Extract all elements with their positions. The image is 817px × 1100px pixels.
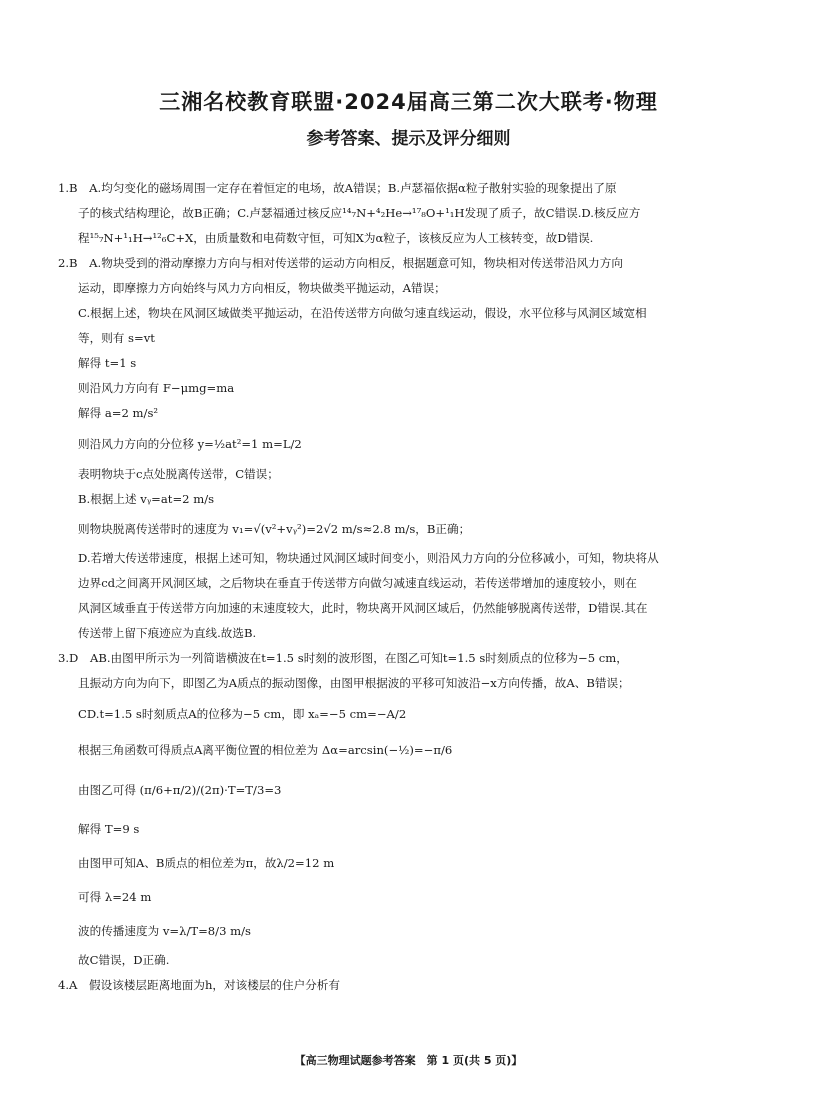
- text-line: 边界cd之间离开风洞区域，之后物块在垂直于传送带方向做匀减速直线运动，若传送带增加的速度较小，则在: [78, 576, 637, 590]
- answer-body: [58, 176, 758, 998]
- page-subtitle: 参考答案、提示及评分细则: [306, 129, 511, 149]
- page-title: 三湘名校教育联盟·2024届高三第二次大联考·物理: [159, 90, 658, 114]
- text-line: 可得 λ=24 m: [78, 890, 152, 904]
- text-line: 等，则有 s=vt: [78, 331, 155, 345]
- text-line: 故C错误，D正确.: [78, 953, 170, 967]
- text-line: 则沿风力方向的分位移 y=½at²=1 m=L/2: [78, 437, 302, 451]
- text-line: 则物块脱离传送带时的速度为 v₁=√(v²+vᵧ²)=2√2 m/s≈2.8 m/s，B正确；: [78, 522, 471, 536]
- page-footer: 【高三物理试题参考答案 第 1 页(共 5 页)】: [294, 1054, 523, 1067]
- text-line: 子的核式结构理论，故B正确；C.卢瑟福通过核反应¹⁴₇N+⁴₂He→¹⁷₈O+¹₁H发现了质子，故C错误.D.核反应方: [78, 206, 641, 220]
- text-line: 且振动方向为向下，即图乙为A质点的振动图像，由图甲根据波的平移可知波沿−x方向传播，故A、B错误；: [78, 676, 630, 690]
- text-line: 解得 t=1 s: [78, 356, 137, 370]
- text-line: 则沿风力方向有 F−μmg=ma: [78, 381, 235, 395]
- text-line: CD.t=1.5 s时刻质点A的位移为−5 cm，即 xₐ=−5 cm=−A/2: [78, 707, 407, 721]
- text-line: 1.B A.均匀变化的磁场周围一定存在着恒定的电场，故A错误；B.卢瑟福依据α粒子散射实验的现象提出了原: [58, 181, 617, 195]
- text-line: 解得 T=9 s: [78, 822, 140, 836]
- text-line: 3.D AB.由图甲所示为一列简谐横波在t=1.5 s时刻的波形图，在图乙可知t=1.5 s时刻质点的位移为−5 cm，: [58, 651, 628, 665]
- text-line: 由图乙可得 (π/6+π/2)/(2π)·T=T/3=3: [78, 783, 282, 797]
- text-line: B.根据上述 vᵧ=at=2 m/s: [78, 492, 215, 506]
- text-line: 风洞区域垂直于传送带方向加速的末速度较大，此时，物块离开风洞区域后，仍然能够脱离传送带，D错误.其在: [78, 601, 648, 615]
- text-line: 运动，即摩擦力方向始终与风力方向相反，物块做类平抛运动，A错误；: [78, 281, 446, 295]
- text-line: 传送带上留下痕迹应为直线.故选B.: [78, 626, 257, 640]
- text-line: 2.B A.物块受到的滑动摩擦力方向与相对传送带的运动方向相反，根据题意可知，物块相对传送带沿风力方向: [58, 256, 623, 270]
- text-line: 由图甲可知A、B质点的相位差为π，故λ/2=12 m: [78, 856, 335, 870]
- text-line: 表明物块于c点处脱离传送带，C错误；: [78, 467, 279, 481]
- text-line: C.根据上述，物块在风洞区域做类平抛运动，在沿传送带方向做匀速直线运动，假设，水平位移与风洞区域宽相: [78, 306, 647, 320]
- text-line: 程¹⁵₇N+¹₁H→¹²₆C+X，由质量数和电荷数守恒，可知X为α粒子，该核反应为人工核转变，故D错误.: [78, 231, 594, 245]
- text-line: 根据三角函数可得质点A离平衡位置的相位差为 Δα=arcsin(−½)=−π/6: [78, 743, 453, 757]
- text-line: D.若增大传送带速度，根据上述可知，物块通过风洞区域时间变小，则沿风力方向的分位移减小，可知，物块将从: [78, 551, 659, 565]
- text-line: 波的传播速度为 v=λ/T=8/3 m/s: [78, 924, 252, 938]
- text-line: 解得 a=2 m/s²: [78, 406, 159, 420]
- text-line: 4.A 假设该楼层距离地面为h，对该楼层的住户分析有: [58, 978, 340, 992]
